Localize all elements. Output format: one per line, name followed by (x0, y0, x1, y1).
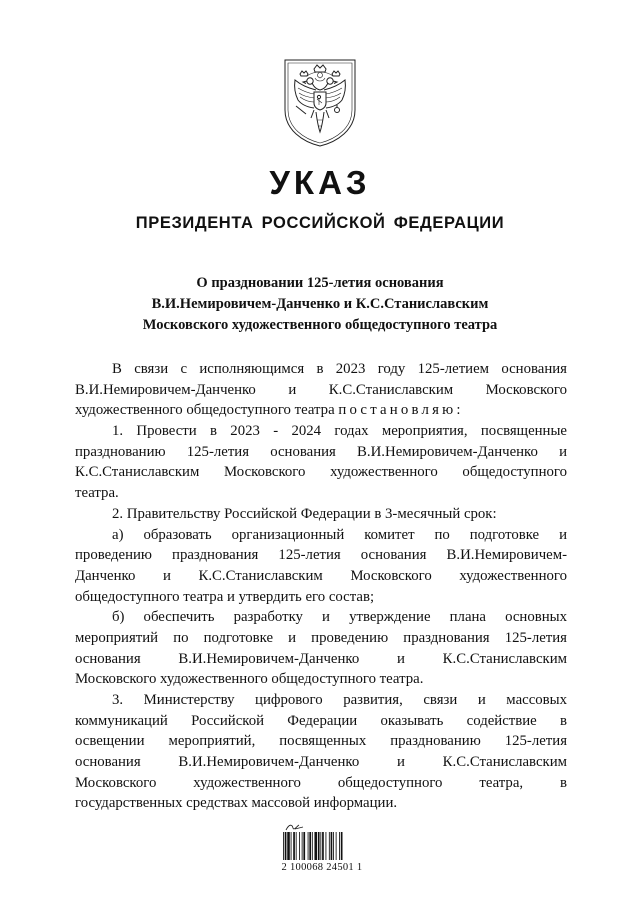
barcode-bar (291, 832, 292, 860)
barcode-bar (312, 832, 313, 860)
barcode-bar (314, 832, 317, 860)
heading-line: В.И.Немировичем-Данченко и К.С.Станиславским (151, 296, 489, 312)
decree-title: УКАЗ (269, 164, 371, 201)
document-barcode (274, 820, 370, 882)
item3-line: государственных средствах массовой информации. (75, 795, 398, 812)
item1-line: театра. (75, 485, 119, 502)
intro-line-text: художественного общедоступного театра (75, 402, 339, 419)
decree-subtitle: ПРЕЗИДЕНТА РОССИЙСКОЙ ФЕДЕРАЦИИ (135, 214, 505, 232)
barcode-bar (339, 832, 340, 860)
barcode-bar (336, 832, 337, 860)
intro-line: В.И.Немировичем-Данченко и К.С.Станиславским Московского (75, 381, 567, 398)
item2-line: 2. Правительству Российской Федерации в 3-месячный срок: (112, 505, 497, 522)
barcode-bar (329, 832, 330, 860)
item3-line: основания В.И.Немировичем-Данченко и К.С.Станиславским (75, 754, 567, 771)
barcode-bar (331, 832, 333, 860)
item2a-line: общедоступного театра и утвердить его состав; (75, 588, 375, 605)
barcode-bar (309, 832, 311, 860)
barcode-bar (308, 832, 309, 860)
item1-line: 1. Провести в 2023 - 2024 годах мероприятия, посвященные (112, 423, 567, 440)
item2b-line: основания В.И.Немировичем-Данченко и К.С.Станиславским (75, 650, 567, 667)
heading-line: Московского художественного общедоступного театра (142, 317, 498, 333)
barcode-bar (303, 832, 305, 860)
decree-heading (60, 273, 580, 336)
barcode-icon (282, 832, 362, 860)
barcode-number: 2 100068 24501 1 (281, 862, 363, 873)
barcode-bar (283, 832, 284, 860)
barcode-bar (296, 832, 297, 860)
item2b-line: мероприятий по подготовке и проведению празднования 125-летия (75, 629, 567, 646)
intro-line (75, 400, 567, 421)
barcode-bar (299, 832, 300, 860)
item2b-line: б) обеспечить разработку и утверждение плана основных (112, 609, 567, 626)
barcode-bar (333, 832, 334, 860)
item3-line: коммуникаций Российской Федерации оказывать содействие в (75, 712, 567, 729)
item2b-line: Московского художественного общедоступного театра. (75, 671, 424, 688)
barcode-bar (341, 832, 343, 860)
state-emblem-icon (281, 52, 359, 148)
intro-line: В связи с исполняющимся в 2023 году 125-летием основания (112, 361, 567, 377)
barcode-bar (326, 832, 327, 860)
barcode-bar (320, 832, 321, 860)
item3-line: 3. Министерству цифрового развития, связи и массовых (112, 692, 567, 708)
barcode-bar (293, 832, 295, 860)
barcode-bar (302, 832, 303, 860)
item3-line: Московского художественного общедоступного театра, в (75, 774, 567, 791)
item1-line: К.С.Станиславским Московского художественного общедоступного (75, 464, 567, 481)
barcode-bar (318, 832, 320, 860)
barcode-bar (285, 832, 287, 860)
item2a-line: Данченко и К.С.Станиславским Московского художественного (75, 567, 567, 584)
item3-line: освещении мероприятий, посвященных празднованию 125-летия (75, 733, 567, 750)
barcode-bar (322, 832, 324, 860)
barcode-bar (287, 832, 290, 860)
item1-line: празднованию 125-летия основания В.И.Немировичем-Данченко и (75, 443, 567, 460)
item2a-line: а) образовать организационный комитет по подготовке и (112, 526, 567, 543)
item2a-line: проведению празднования 125-летия основания В.И.Немировичем- (75, 547, 567, 564)
heading-line: О праздновании 125-летия основания (196, 275, 444, 291)
decree-body (75, 359, 567, 814)
resolve-word: постановляю: (338, 402, 464, 419)
